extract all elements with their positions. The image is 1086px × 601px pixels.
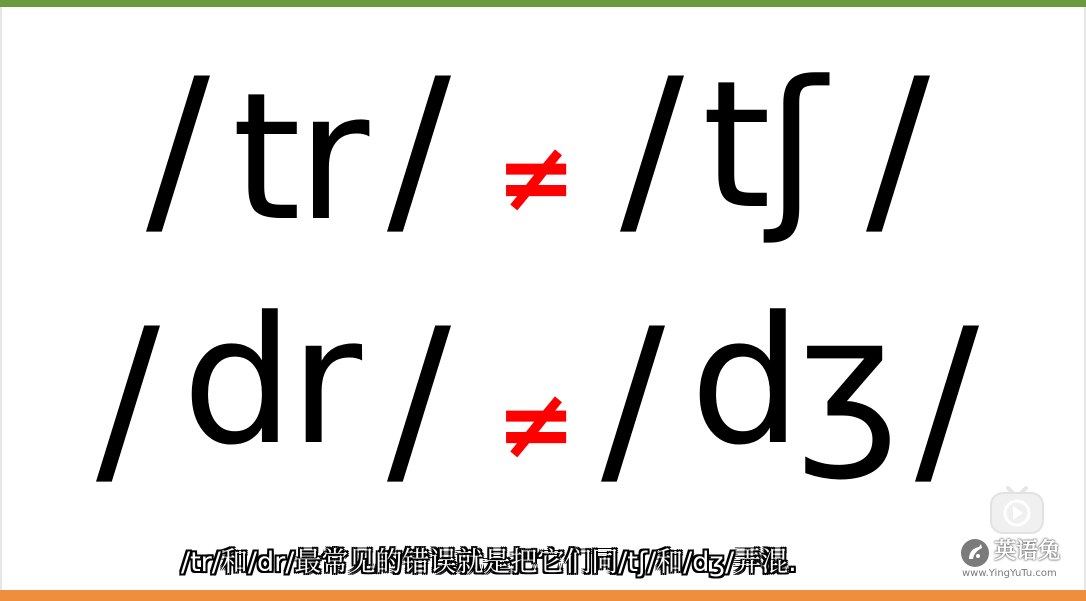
row-1-left-close-slash: / [387, 38, 452, 259]
watermark-name: 英语兔 [994, 539, 1061, 564]
row-2-left-open-slash: / [96, 288, 161, 509]
watermark-logo [960, 535, 1072, 583]
row-1-right-symbol: tʃ [702, 43, 823, 248]
watermark-url: www.YingYuTu.com [962, 568, 1057, 579]
play-icon [988, 484, 1046, 536]
row-2-right-close-slash: / [915, 288, 980, 509]
comparison-row-1 [0, 40, 1086, 260]
row-2-left-symbol: dr [182, 279, 359, 484]
row-2-right-open-slash: / [601, 288, 666, 509]
row-1-not-equal-sign: ≠ [496, 121, 577, 233]
subtitle-caption: /tr/和/dr/最常见的错误就是把它们同/tʃ/和/dʒ/弄混. [181, 547, 797, 578]
row-2-not-equal-sign: ≠ [496, 368, 577, 480]
row-1-left-open-slash: / [146, 38, 211, 259]
top-accent-bar [0, 0, 1086, 7]
rabbit-logo-icon [960, 538, 990, 568]
comparison-row-2 [0, 279, 1086, 510]
row-1-right-open-slash: / [620, 38, 685, 259]
bottom-accent-bar [0, 590, 1086, 601]
row-2-left-close-slash: / [387, 288, 452, 509]
row-2-right-symbol: dʒ [690, 279, 896, 484]
row-1-left-symbol: tr [232, 55, 366, 260]
row-1-right-close-slash: / [866, 38, 931, 259]
